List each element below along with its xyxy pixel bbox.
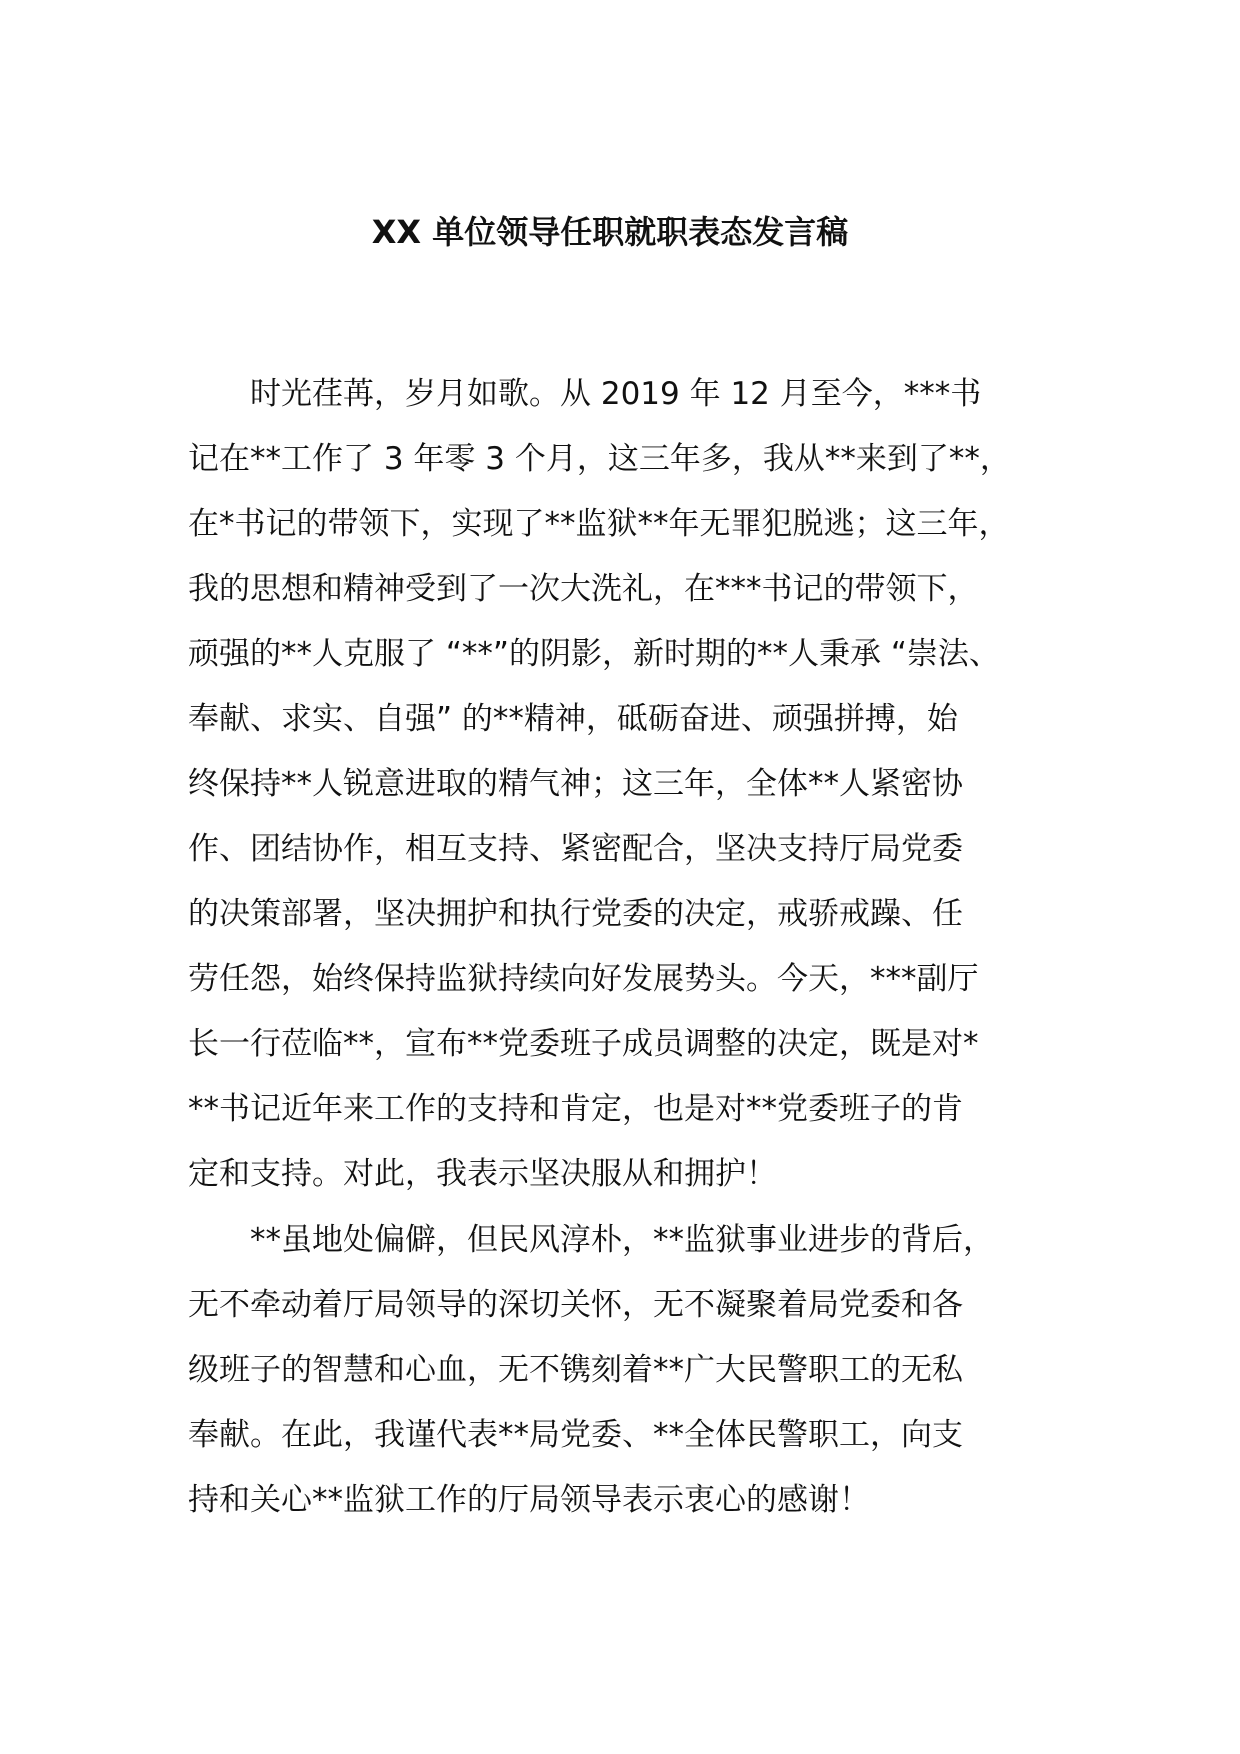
paragraph-2 [188, 1208, 994, 1533]
paragraph-line: 持和关心**监狱工作的厅局领导表示衷心的感谢！ [188, 1482, 870, 1518]
paragraph-line: 劳任怨，始终保持监狱持续向好发展势头。今天，***副厅 [188, 961, 979, 997]
paragraph-line: **虽地处偏僻，但民风淳朴，**监狱事业进步的背后， [188, 1222, 994, 1258]
paragraph-line: **书记近年来工作的支持和肯定，也是对**党委班子的肯 [188, 1091, 963, 1127]
paragraph-line: 级班子的智慧和心血，无不镌刻着**广大民警职工的无私 [188, 1352, 963, 1388]
paragraph-line: 作、团结协作，相互支持、紧密配合，坚决支持厅局党委 [188, 831, 963, 867]
document-title: XX 单位领导任职就职表态发言稿 [371, 213, 849, 251]
paragraph-line: 顽强的**人克服了 “**”的阴影，新时期的**人秉承 “崇法、 [188, 636, 1000, 672]
paragraph-line: 定和支持。对此，我表示坚决服从和拥护！ [188, 1156, 777, 1192]
paragraph-line: 的决策部署，坚决拥护和执行党委的决定，戒骄戒躁、任 [188, 896, 963, 932]
paragraph-line: 记在**工作了 3 年零 3 个月，这三年多，我从**来到了**， [188, 441, 1011, 477]
paragraph-line: 时光荏苒，岁月如歌。从 2019 年 12 月至今，***书 [188, 376, 982, 412]
paragraph-line: 奉献。在此，我谨代表**局党委、**全体民警职工，向支 [188, 1417, 963, 1453]
paragraph-line: 我的思想和精神受到了一次大洗礼，在***书记的带领下， [188, 571, 979, 607]
paragraph-1 [188, 362, 1011, 1207]
paragraph-line: 在*书记的带领下，实现了**监狱**年无罪犯脱逃；这三年， [188, 506, 1010, 542]
paragraph-line: 长一行莅临**，宣布**党委班子成员调整的决定，既是对* [188, 1026, 979, 1062]
paragraph-line: 终保持**人锐意进取的精气神；这三年，全体**人紧密协 [188, 766, 963, 802]
paragraph-line: 无不牵动着厅局领导的深切关怀，无不凝聚着局党委和各 [188, 1287, 963, 1323]
paragraph-line: 奉献、求实、自强” 的**精神，砥砺奋进、顽强拼搏，始 [188, 701, 958, 737]
